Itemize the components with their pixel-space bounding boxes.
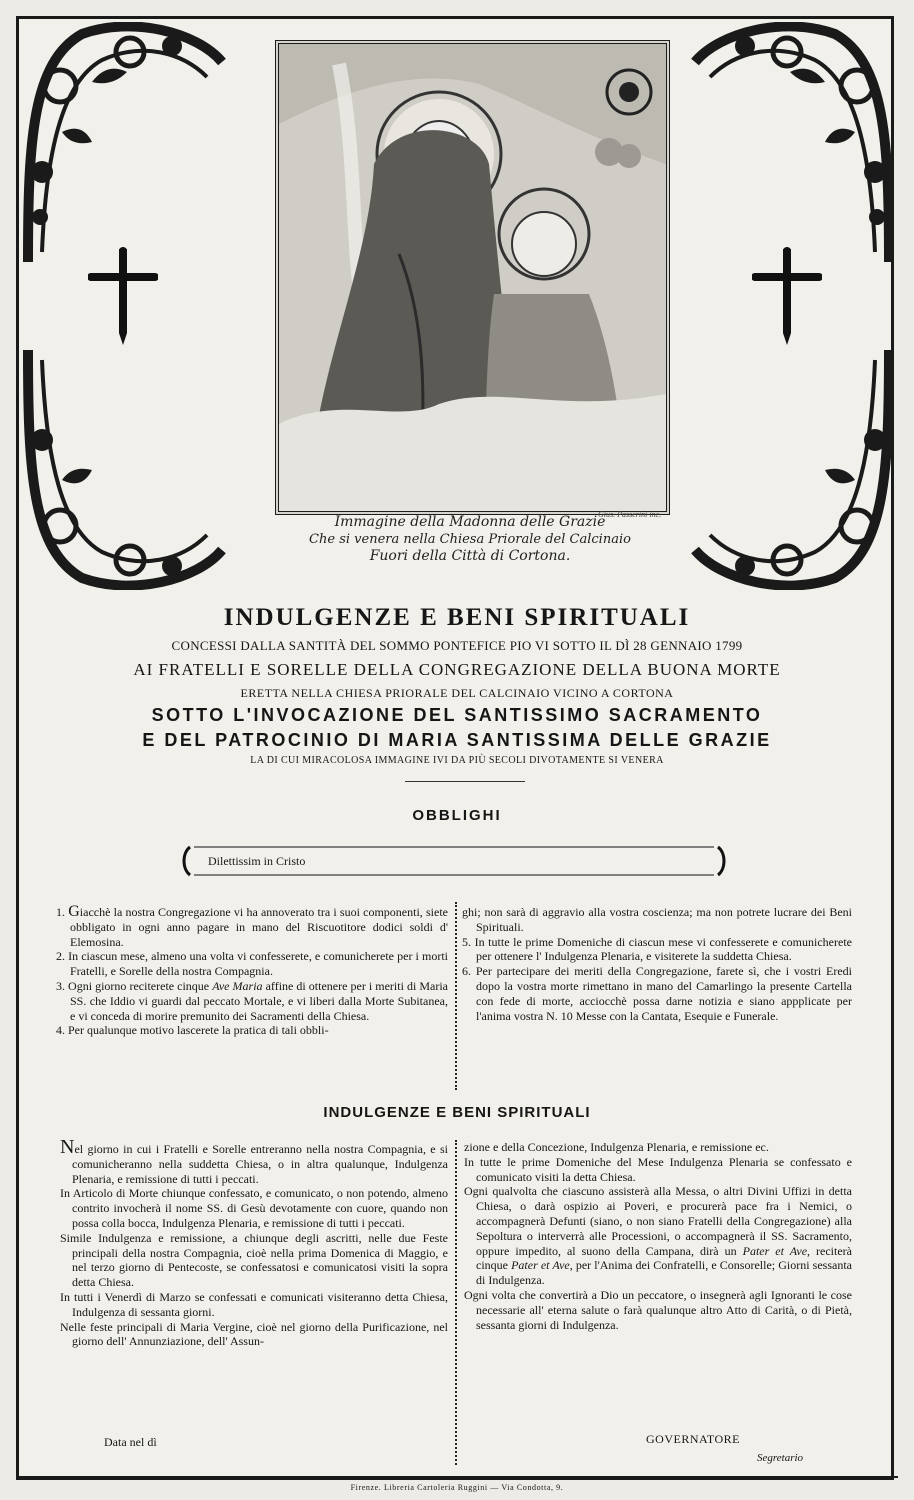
indulgenza-1: Nel giorno in cui i Fratelli e Sorelle entreranno nella nostra Compagnia, e si comunicheranno nella suddetta Chiesa, o in altra qualunque, Indulgenza Plenaria, e remissione di tutti i peccati. [60,1136,448,1186]
bottom-rule [16,1476,898,1478]
ornament-bottom-left [22,345,227,590]
header-line-2: AI FRATELLI E SORELLE DELLA CONGREGAZIONE DELLA BUONA MORTE [133,660,781,679]
header-line-6: LA DI CUI MIRACOLOSA IMMAGINE IVI DA PIÙ SECOLI DIVOTAMENTE SI VENERA [250,755,664,766]
indulgenza-5: Nelle feste principali di Maria Vergine, cioè nel giorno della Purificazione, nel giorno dell' Annunziazione, dell' Assun- [60,1319,448,1349]
date-field-label: Data nel dì [104,1435,157,1449]
obblighi-column-right [462,905,852,1023]
obbligo-1: 1. Giacchè la nostra Congregazione vi ha annoverato tra i suoi componenti, siete obbligato in ogni anno pagare in mano del Riscuotitore dodici soldi d' Elemosina. [56,903,449,949]
obbligo-2: 2. In ciascun mese, almeno una volta vi confesserete, e comunicherete per i morti Fratelli, e Sorelle della nostra Compagnia. [56,949,448,979]
obblighi-title: OBBLIGHI [412,807,502,824]
greeting-text: Dilettissim in Cristo [208,854,306,868]
caption-line-3: Fuori della Città di Cortona. [369,548,571,564]
caption-line-2: Che si venera nella Chiesa Priorale del Calcinaio [309,532,631,547]
indulgenza-2: In Articolo di Morte chiunque confessato, e comunicato, o non potendo, almeno contrito invocherà il nome SS. di Gesù devotamente con cuore, quando non possa colla bocca, Indulgenza Plenaria, e remissione di tutti i peccati. [60,1186,448,1230]
indulgenze-title: INDULGENZE E BENI SPIRITUALI [323,1104,591,1121]
madonna-engraving [275,40,670,515]
obbligo-6: 6. Per partecipare dei meriti della Congregazione, farete sì, che i vostri Eredi dopo la vostra morte rimettano in mano del Camarlingo la presente Cartella con fede di morte, acciocchè possa darne notizia e siano appplicate per l'anima vostra N. 10 Messe con la Cantata, Esequie e Funerale. [462,964,852,1023]
indulgenze-column-left [60,1136,448,1349]
printer-imprint: Firenze. Libreria Cartoleria Ruggini — Via Condotta, 9. [350,1483,564,1492]
header-line-4: SOTTO L'INVOCAZIONE DEL SANTISSIMO SACRAMENTO [151,705,763,725]
header-line-3: ERETTA NELLA CHIESA PRIORALE DEL CALCINAIO VICINO A CORTONA [240,686,674,700]
caption-line-1: Immagine della Madonna delle Grazie [334,514,606,530]
greeting-box [180,845,728,877]
cross-icon-right [752,247,822,347]
ornament-bottom-right [690,345,895,590]
column-divider-top [455,902,457,1090]
main-title: INDULGENZE E BENI SPIRITUALI [223,604,691,631]
obbligo-4-continued: ghi; non sarà di aggravio alla vostra coscienza; ma non potrete lucrare dei Beni Spirituali. [462,905,852,934]
indulgenza-7: Ogni qualvolta che ciascuno assisterà alla Messa, o altri Divini Uffizi in detta Chiesa, o darà ospizio ai Poveri, e procurerà pace fra i Nemici, o accompagnerà Defunti (siano, o non siano Fratelli della Congregazione) alla Sepoltura o interverrà alle Processioni, o accompagnerà il SS. Sacramento, oppure impedito, al suono della Campana, dirà un Pater et Ave, reciterà cinque Pater et Ave, per l'Anima dei Confratelli, e Consorelle; Giorni sessanta di Indulgenza. [464,1184,852,1288]
engraving-caption [260,514,680,565]
governatore-label: GOVERNATORE [646,1432,740,1446]
obbligo-4: 4. Per qualunque motivo lascerete la pratica di tali obbli- [56,1023,329,1038]
obbligo-3: 3. Ogni giorno reciterete cinque Ave Maria affine di ottenere per i meriti di Maria SS. che Iddio vi guardi dal peccato Mortale, e vi liberi dalla Morte Subitanea, e vi conceda di morire premunito dei Sacramenti della Chiesa. [56,978,448,1023]
header-rule [405,781,525,782]
segretario-label: Segretario [757,1452,804,1464]
cross-icon-left [88,247,158,347]
indulgenza-4: In tutti i Venerdì di Marzo se confessati e comunicati visiteranno detta Chiesa, Indulgenza di sessanta giorni. [60,1289,448,1319]
header-line-5: E DEL PATROCINIO DI MARIA SANTISSIMA DELLE GRAZIE [142,730,772,750]
header-line-1: CONCESSI DALLA SANTITÀ DEL SOMMO PONTEFICE PIO VI SOTTO IL DÌ 28 GENNAIO 1799 [171,638,743,653]
obblighi-column-left [56,905,448,1038]
indulgenza-3: Simile Indulgenza e remissione, a chiunque degli ascritti, nelle due Feste principali della nostra Compagnia, cioè nella prima Domenica di Maggio, e nel terzo giorno di Pentecoste, se confessatosi e comunicatosi visiti la sopra detta Chiesa. [60,1230,448,1290]
ornament-top-right [690,22,895,267]
indulgenze-column-right [464,1140,852,1332]
column-divider-bottom [455,1140,457,1465]
indulgenza-5-continued: zione e della Concezione, Indulgenza Plenaria, e remissione ec. [464,1140,769,1154]
obbligo-5: 5. In tutte le prime Domeniche di ciascun mese vi confesserete e comunicherete per ottenere l' Indulgenza Plenaria, e visiterete la suddetta Chiesa. [462,934,852,964]
indulgenza-6: In tutte le prime Domeniche del Mese Indulgenza Plenaria se confessato e comunicato visiti la detta Chiesa. [464,1154,852,1184]
engraver-signature: Gius. Passerini inc. [598,510,662,519]
indulgenza-8: Ogni volta che convertirà a Dio un peccatore, o insegnerà agli Ignoranti le cose necessarie all' eterna salute o farà qualunque altro Atto di Carità, o di Pietà, sessanta giorni di Indulgenza. [464,1287,852,1332]
ornament-top-left [22,22,227,267]
